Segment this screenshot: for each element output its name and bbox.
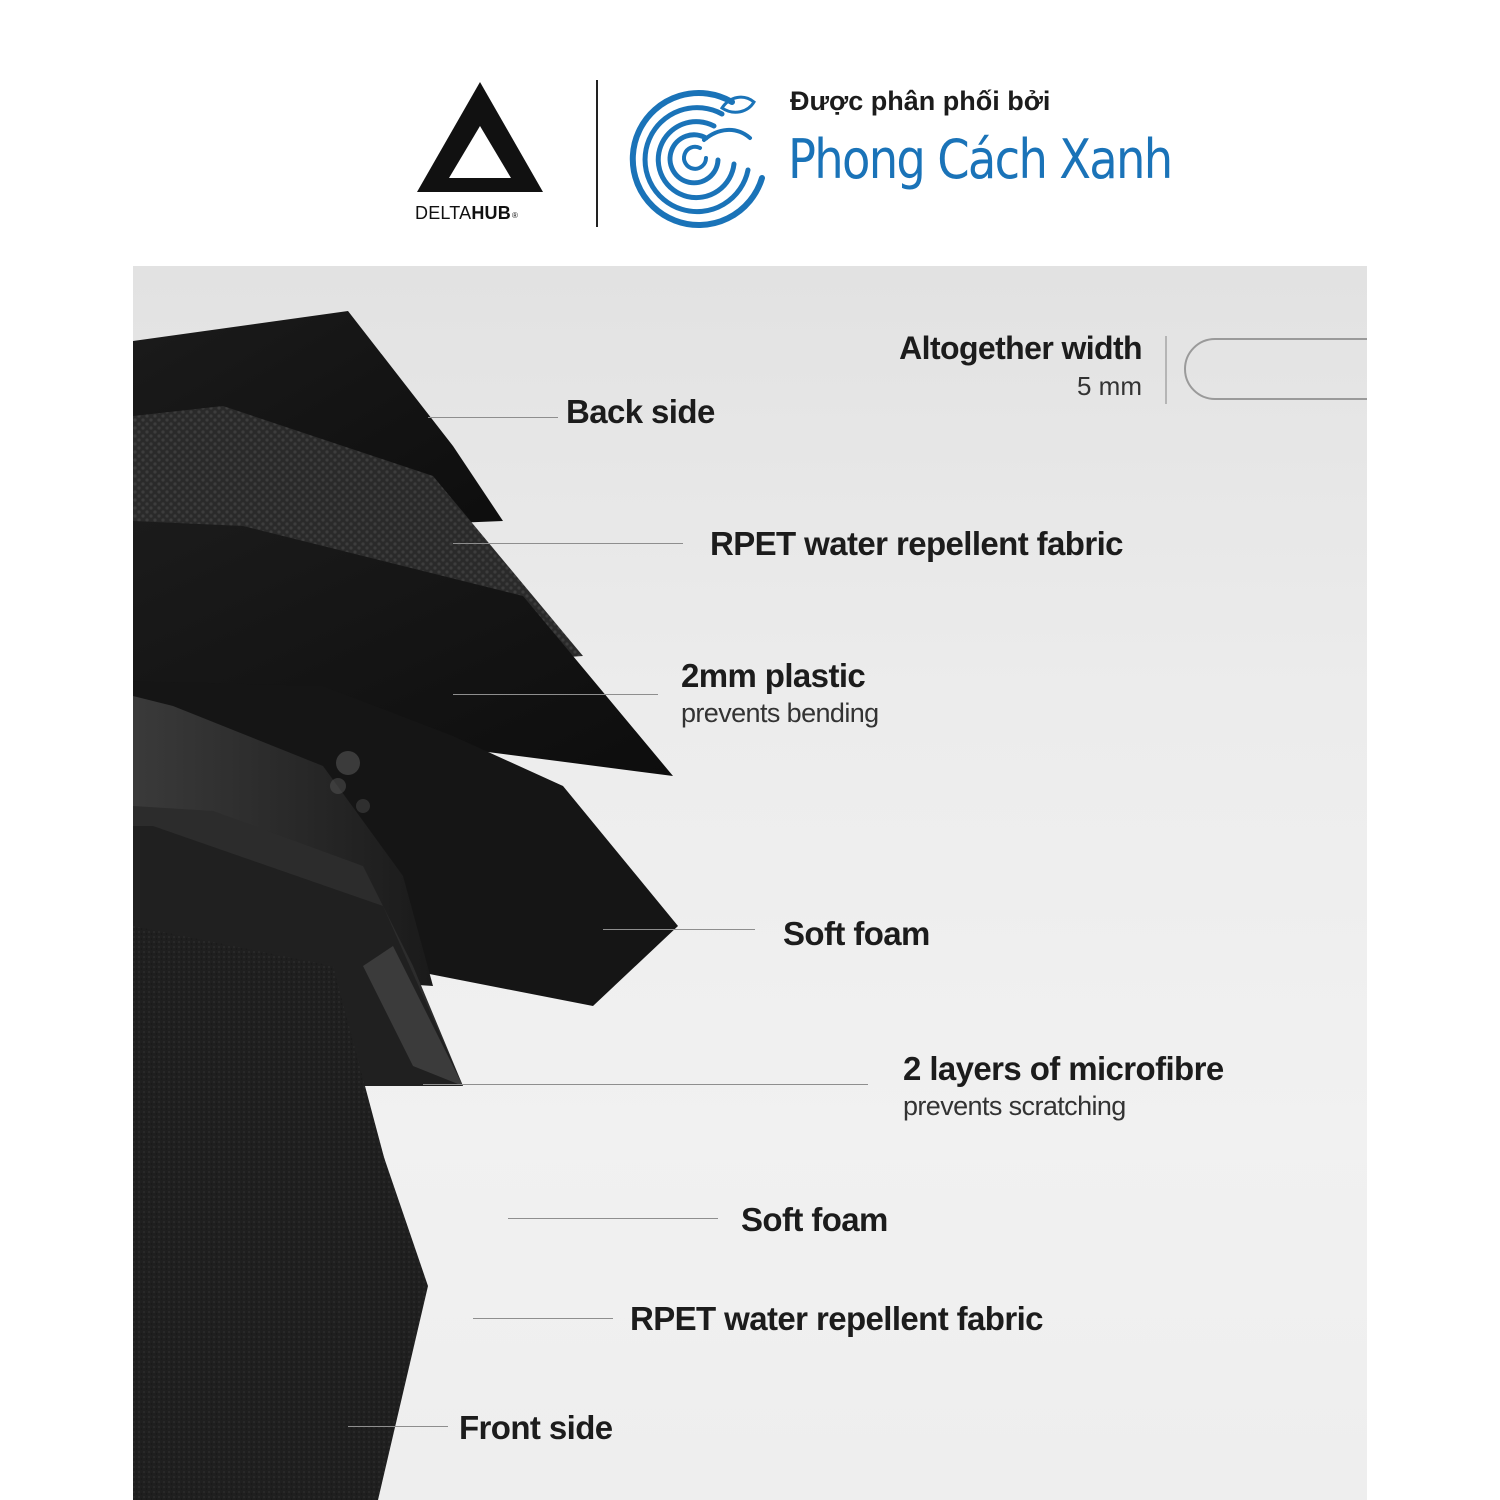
leader-rpet-top — [453, 543, 683, 544]
width-divider — [1165, 336, 1167, 404]
layer-label-plastic: 2mm plastic prevents bending — [681, 657, 879, 728]
brand-header — [0, 0, 1500, 260]
layer-label-front-side: Front side — [459, 1409, 613, 1446]
layer-label-soft-foam-upper: Soft foam — [783, 915, 930, 952]
deltahub-triangle-icon — [415, 80, 545, 200]
phong-cach-xanh-logo — [622, 80, 772, 230]
edge-profile-icon — [1184, 338, 1367, 400]
layer-label-microfibre: 2 layers of microfibre prevents scratching — [903, 1050, 1224, 1121]
wave-circle-icon — [622, 80, 772, 230]
deltahub-logo — [415, 80, 545, 230]
distributed-by-label: Được phân phối bởi — [790, 86, 1051, 116]
width-title: Altogether width — [899, 330, 1142, 366]
leader-soft-foam-lower — [508, 1218, 718, 1219]
leader-back-side — [428, 417, 558, 418]
deltahub-wordmark: DELTAHUB® — [415, 203, 519, 223]
distributor-name: Phong Cách Xanh — [788, 128, 1172, 191]
product-layers-panel — [133, 266, 1367, 1500]
layer-label-rpet-top: RPET water repellent fabric — [710, 525, 1123, 562]
layer-label-rpet-bottom: RPET water repellent fabric — [630, 1300, 1043, 1337]
leader-front-side — [348, 1426, 448, 1427]
width-spec — [899, 328, 1142, 404]
leader-plastic — [453, 694, 658, 695]
header-divider — [596, 80, 598, 227]
width-value: 5 mm — [1077, 371, 1142, 401]
leader-rpet-bottom — [473, 1318, 613, 1319]
layer-label-soft-foam-lower: Soft foam — [741, 1201, 888, 1238]
leader-soft-foam-upper — [603, 929, 755, 930]
layer-label-back-side: Back side — [566, 393, 715, 430]
leader-microfibre — [423, 1084, 868, 1085]
